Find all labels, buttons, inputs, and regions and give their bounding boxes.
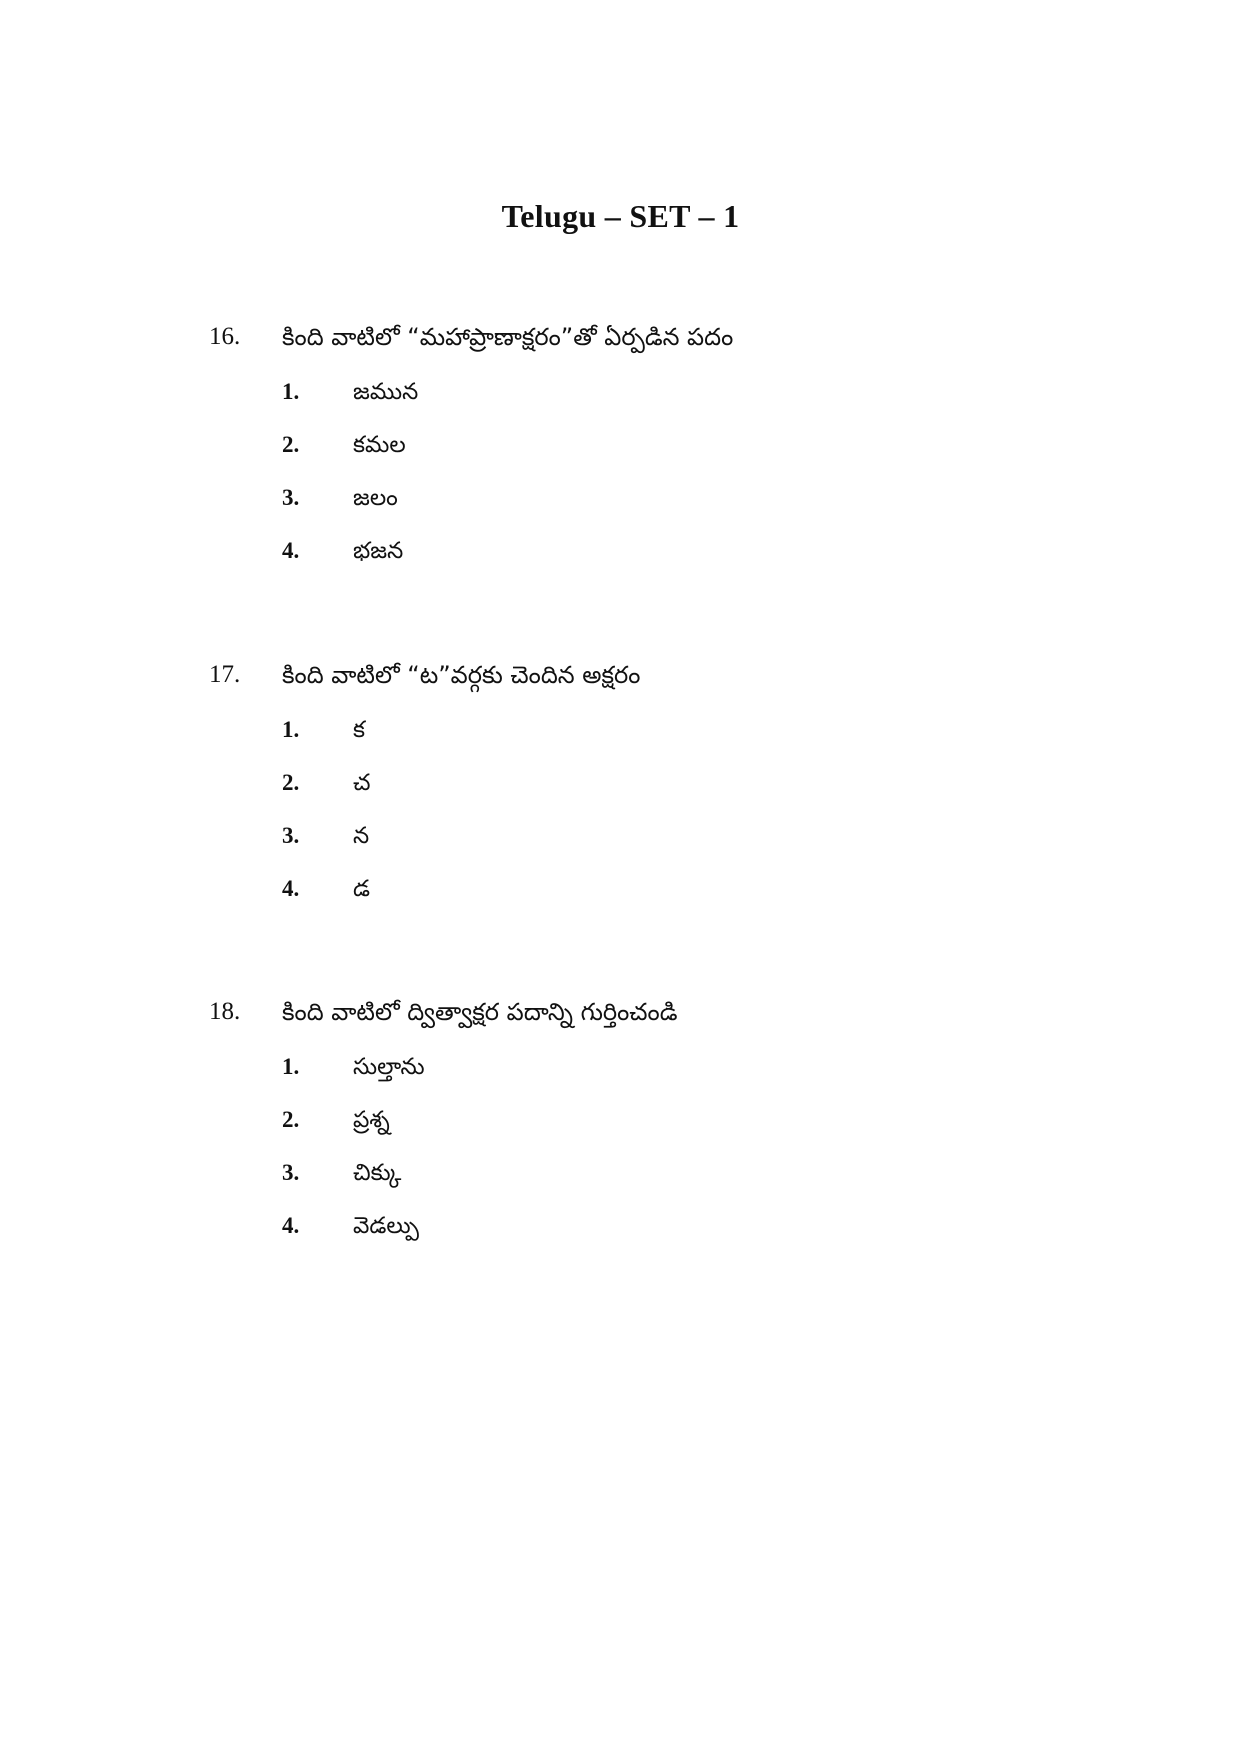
option-number: 1.	[282, 379, 300, 404]
option-3	[0, 1160, 1241, 1213]
options-list	[0, 1054, 1241, 1266]
option-3	[0, 485, 1241, 538]
question-text: కింది వాటిలో ద్విత్వాక్షర పదాన్ని గుర్తించండి	[282, 998, 678, 1026]
page-title: Telugu – SET – 1	[501, 198, 740, 234]
option-text: క	[353, 717, 366, 743]
option-2	[0, 432, 1241, 485]
question-text: కింది వాటిలో “ట”వర్గకు చెందిన అక్షరం	[282, 661, 641, 689]
option-number: 1.	[282, 1054, 300, 1079]
option-text: న	[353, 823, 370, 849]
question-number: 16.	[209, 323, 241, 350]
question-17	[0, 661, 1241, 929]
option-number: 2.	[282, 1107, 300, 1132]
option-text: చ	[353, 770, 371, 796]
option-2	[0, 1107, 1241, 1160]
option-number: 4.	[282, 538, 300, 563]
option-4	[0, 876, 1241, 929]
option-text: భజన	[353, 538, 404, 564]
option-1	[0, 379, 1241, 432]
question-number: 18.	[209, 998, 241, 1025]
option-text: వెడల్పు	[353, 1213, 419, 1239]
question-text: కింది వాటిలో “మహాప్రాణాక్షరం”తో ఏర్పడిన పదం	[282, 323, 734, 351]
option-number: 1.	[282, 717, 300, 742]
option-1	[0, 717, 1241, 770]
options-list	[0, 379, 1241, 591]
question-number: 17.	[209, 661, 241, 688]
option-3	[0, 823, 1241, 876]
option-number: 3.	[282, 485, 300, 510]
option-text: జమున	[353, 379, 419, 405]
option-number: 4.	[282, 876, 300, 901]
option-text: కమల	[353, 432, 406, 458]
option-number: 3.	[282, 823, 300, 848]
option-number: 4.	[282, 1213, 300, 1238]
question-18	[0, 998, 1241, 1266]
option-text: చిక్కు	[353, 1160, 402, 1186]
question-16	[0, 323, 1241, 591]
option-text: డ	[353, 876, 371, 902]
option-number: 2.	[282, 432, 300, 457]
option-number: 2.	[282, 770, 300, 795]
options-list	[0, 717, 1241, 929]
option-text: జలం	[353, 485, 398, 511]
option-number: 3.	[282, 1160, 300, 1185]
option-4	[0, 538, 1241, 591]
option-2	[0, 770, 1241, 823]
option-1	[0, 1054, 1241, 1107]
option-text: ప్రశ్న	[353, 1107, 390, 1133]
option-text: సుల్తాను	[353, 1054, 425, 1080]
option-4	[0, 1213, 1241, 1266]
